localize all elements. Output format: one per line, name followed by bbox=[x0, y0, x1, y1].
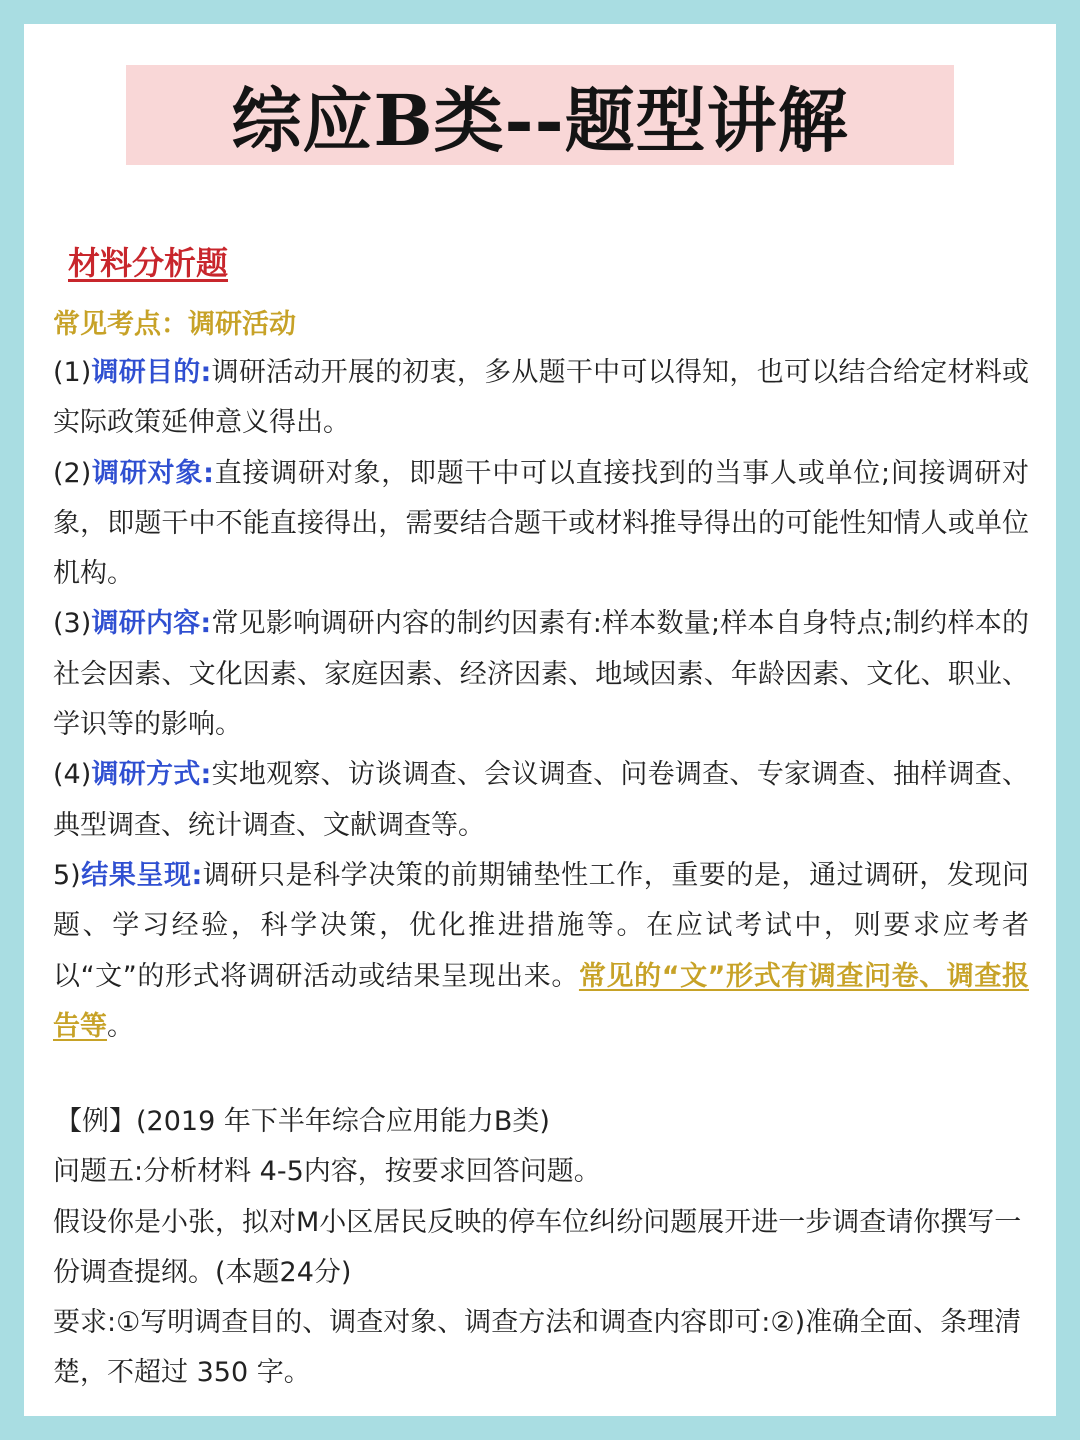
item-method bbox=[53, 750, 1029, 851]
example-block bbox=[53, 1097, 1029, 1399]
item-keyword: 调研方式: bbox=[91, 759, 212, 791]
example-heading: 【例】(2019 年下半年综合应用能力B类) bbox=[55, 1106, 550, 1137]
item-text: 调研活动开展的初衷，多从题干中可以得知，也可以结合给定材料或实际政策延伸意义得出。 bbox=[53, 357, 1029, 439]
page-title: 综应B类--题型讲解 bbox=[231, 78, 849, 162]
item-number: 5) bbox=[53, 859, 81, 891]
item-number: (1) bbox=[53, 357, 92, 388]
body-text bbox=[53, 348, 1029, 1052]
item-text: 常见影响调研内容的制约因素有:样本数量;样本自身特点;制约样本的社会因素、文化因素、家庭因素、经济因素、地域因素、年龄因素、文化、职业、学识等的影响。 bbox=[53, 608, 1029, 741]
item-text: 调研只是科学决策的前期铺垫性工作，重要的是，通过调研，发现问题、学习经验，科学决策，优化推进措施等。在应试考试中，则要求应考者以“文”的形式将调研活动或结果呈现出来。 bbox=[53, 859, 1029, 992]
topic-line: 常见考点：调研活动 bbox=[53, 309, 296, 340]
example-requirements: 要求:①写明调查目的、调查对象、调查方法和调查内容即可:②)准确全面、条理清楚，不超过 350 字。 bbox=[53, 1307, 1022, 1389]
item-keyword: 调研目的: bbox=[91, 357, 212, 388]
highlight-text: 常见的“文”形式有调查问卷、调查报告等 bbox=[53, 960, 1029, 1042]
item-suffix: 。 bbox=[107, 1010, 134, 1042]
item-text: 实地观察、访谈调查、会议调查、问卷调查、专家调查、抽样调查、典型调查、统计调查、文献调查等。 bbox=[53, 759, 1029, 841]
section-heading: 材料分析题 bbox=[68, 244, 229, 282]
content-card bbox=[24, 24, 1056, 1416]
item-number: (3) bbox=[53, 608, 92, 640]
example-scenario: 假设你是小张，拟对M小区居民反映的停车位纠纷问题展开进一步调查请你撰写一份调查提纲。(本题24分) bbox=[53, 1206, 1022, 1288]
example-question: 问题五:分析材料 4-5内容，按要求回答问题。 bbox=[53, 1156, 601, 1188]
item-purpose bbox=[53, 348, 1029, 449]
item-content bbox=[53, 599, 1029, 750]
item-number: (2) bbox=[53, 457, 92, 489]
item-number: (4) bbox=[53, 759, 92, 791]
item-keyword: 调研内容: bbox=[91, 608, 212, 640]
item-text: 直接调研对象，即题干中可以直接找到的当事人或单位;间接调研对象，即题干中不能直接得出，需要结合题干或材料推导得出的可能性知情人或单位机构。 bbox=[53, 457, 1029, 590]
item-keyword: 结果呈现: bbox=[80, 859, 203, 891]
item-keyword: 调研对象: bbox=[91, 457, 214, 489]
title-banner bbox=[126, 65, 954, 165]
item-result bbox=[53, 851, 1029, 1052]
item-target bbox=[53, 449, 1029, 600]
